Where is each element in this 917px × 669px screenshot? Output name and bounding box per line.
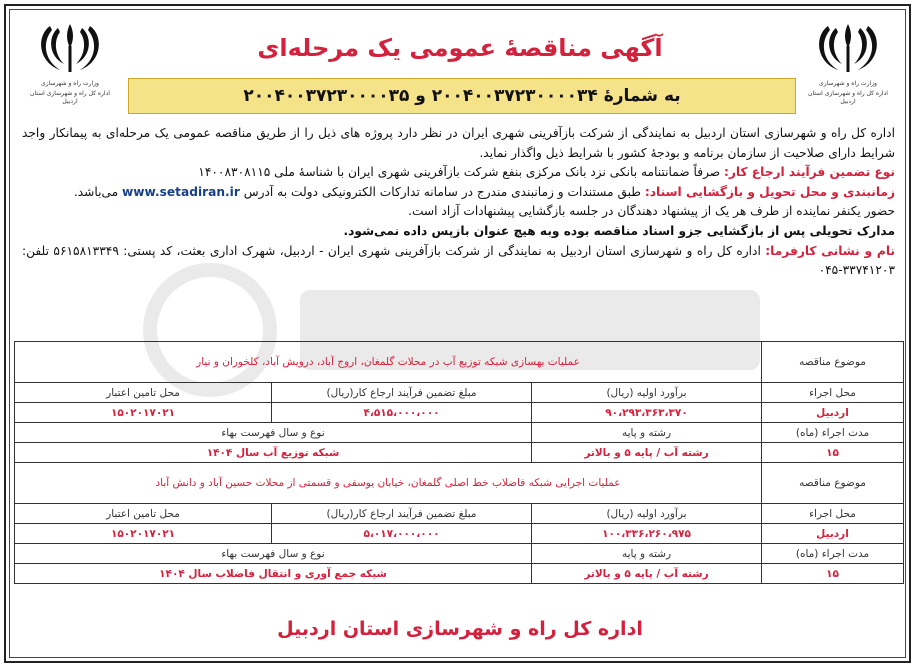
guarantee-amount-label: مبلغ تضمین فرآیند ارجاع کار(ریال) xyxy=(272,383,532,403)
tender-2-guarantee-amount: ۵،۰۱۷،۰۰۰،۰۰۰ xyxy=(272,524,532,544)
schedule-line xyxy=(22,183,895,203)
table-row xyxy=(15,564,904,584)
table-row xyxy=(15,524,904,544)
schedule-label: زمانبندی و محل تحویل و بازگشایی اسناد: xyxy=(644,184,895,199)
tender-2-subject: عملیات اجرایی شبکه فاضلاب خط اصلی گلمغان، خیابان یوسفی و قسمتی از محلات حسین آباد و دانش آباد xyxy=(15,463,762,504)
schedule-text: طبق مستندات و زمانبندی مندرج در سامانه تدارکات الکترونیکی دولت به آدرس xyxy=(239,184,645,199)
emblem-caption-2: اداره کل راه و شهرسازی استان اردبیل xyxy=(30,90,110,105)
duration-label: مدت اجراء (ماه) xyxy=(762,423,904,443)
table-row xyxy=(15,403,904,423)
table-row xyxy=(15,443,904,463)
table-row xyxy=(15,504,904,524)
subject-label: موضوع مناقصه xyxy=(762,463,904,504)
tender-1-price-list: شبکه توزیع آب سال ۱۴۰۴ xyxy=(15,443,532,463)
guarantee-amount-label: مبلغ تضمین فرآیند ارجاع کار(ریال) xyxy=(272,504,532,524)
duration-label: مدت اجراء (ماه) xyxy=(762,544,904,564)
emblem-left xyxy=(30,18,110,105)
tender-1-duration: ۱۵ xyxy=(762,443,904,463)
notice-title: آگهی مناقصهٔ عمومی یک مرحله‌ای xyxy=(257,34,663,62)
tender-2-estimate: ۱۰۰،۳۳۶،۲۶۰،۹۷۵ xyxy=(532,524,762,544)
price-list-label: نوع و سال فهرست بهاء xyxy=(15,423,532,443)
iran-emblem-icon xyxy=(808,18,888,78)
guarantee-text: صرفاً ضمانتنامه بانکی نزد بانک مرکزی بنفع شرکت بازآفرینی شهری ایران با شناسهٔ ملی ۱۴۰۰۸۳۰۸۱۱۵ xyxy=(198,165,725,180)
tender-table xyxy=(14,341,904,584)
funding-label: محل تامین اعتبار xyxy=(15,504,272,524)
location-label: محل اجراء xyxy=(762,383,904,403)
guarantee-label: نوع تضمین فرآیند ارجاع کار: xyxy=(724,165,895,180)
estimate-label: برآورد اولیه (ریال) xyxy=(532,383,762,403)
address-text: اداره کل راه و شهرسازی استان اردبیل به نمایندگی از شرکت بازآفرینی شهری ایران - اردبیل، شهرک اداری بعثت، کد پستی: ۵۶۱۵۸۱۳۳۴۹ تلفن: ۳۳۷۴۱۲۰۳-۰۴۵ xyxy=(22,243,895,278)
attendance-line: حضور یکنفر نماینده از طرف هر یک از پیشنهاد دهندگان در جلسه بازگشایی پیشنهادات آزاد است. xyxy=(408,204,895,219)
tender-2-price-list: شبکه جمع آوری و انتقال فاضلاب سال ۱۴۰۴ xyxy=(15,564,532,584)
tender-1-funding: ۱۵۰۲۰۱۷۰۲۱ xyxy=(15,403,272,423)
iran-emblem-icon xyxy=(30,18,110,78)
tender-1-location: اردبیل xyxy=(762,403,904,423)
tender-2-duration: ۱۵ xyxy=(762,564,904,584)
tender-1-field: رشته آب / پایه ۵ و بالاتر xyxy=(532,443,762,463)
address-line xyxy=(22,242,895,281)
subject-label: موضوع مناقصه xyxy=(762,342,904,383)
table-row xyxy=(15,383,904,403)
field-label: رشته و پایه xyxy=(532,423,762,443)
tender-2-funding: ۱۵۰۲۰۱۷۰۲۱ xyxy=(15,524,272,544)
tender-2-field: رشته آب / پایه ۵ و بالاتر xyxy=(532,564,762,584)
table-row xyxy=(15,342,904,383)
issuer-footer: اداره کل راه و شهرسازی استان اردبیل xyxy=(277,618,643,640)
table-row xyxy=(15,463,904,504)
tender-1-subject: عملیات بهسازی شبکه توزیع آب در محلات گلمغان، اروج آباد، درویش آباد، کلخوران و نیار xyxy=(15,342,762,383)
table-row xyxy=(15,423,904,443)
guarantee-line xyxy=(22,163,895,183)
emblem-caption-2: اداره کل راه و شهرسازی استان اردبیل xyxy=(808,90,888,105)
tender-1-estimate: ۹۰،۲۹۳،۳۶۳،۳۷۰ xyxy=(532,403,762,423)
tender-1-guarantee-amount: ۴،۵۱۵،۰۰۰،۰۰۰ xyxy=(272,403,532,423)
setadiran-link[interactable]: www.setadiran.ir xyxy=(122,184,240,199)
emblem-caption: وزارت راه و شهرسازی xyxy=(819,80,877,87)
intro-paragraph: اداره کل راه و شهرسازی استان اردبیل به نمایندگی از شرکت بازآفرینی شهری ایران در نظر دارد پروژه های ذیل را از طریق مناقصه عمومی یک مرحله‌ای به پیمانکار واجد شرایط دارای صلاحیت از سازمان برنامه و بودجهٔ کشور با شرایط ذیل واگذار نماید. xyxy=(22,126,895,160)
tender-2-location: اردبیل xyxy=(762,524,904,544)
schedule-tail: می‌باشد. xyxy=(73,184,123,199)
table-row xyxy=(15,544,904,564)
docs-note: مدارک تحویلی پس از بازگشایی جزو اسناد مناقصه بوده وبه هیچ عنوان بازپس داده نمی‌شود. xyxy=(343,223,895,238)
estimate-label: برآورد اولیه (ریال) xyxy=(532,504,762,524)
funding-label: محل تامین اعتبار xyxy=(15,383,272,403)
notice-body xyxy=(22,124,895,281)
address-label: نام و نشانی کارفرما: xyxy=(765,243,895,258)
emblem-right xyxy=(808,18,888,105)
location-label: محل اجراء xyxy=(762,504,904,524)
emblem-caption: وزارت راه و شهرسازی xyxy=(41,80,99,87)
tender-number-bar: به شمارهٔ ۲۰۰۴۰۰۳۷۲۳۰۰۰۰۳۴ و ۲۰۰۴۰۰۳۷۲۳۰۰۰۰۳۵ xyxy=(128,78,796,114)
price-list-label: نوع و سال فهرست بهاء xyxy=(15,544,532,564)
field-label: رشته و پایه xyxy=(532,544,762,564)
